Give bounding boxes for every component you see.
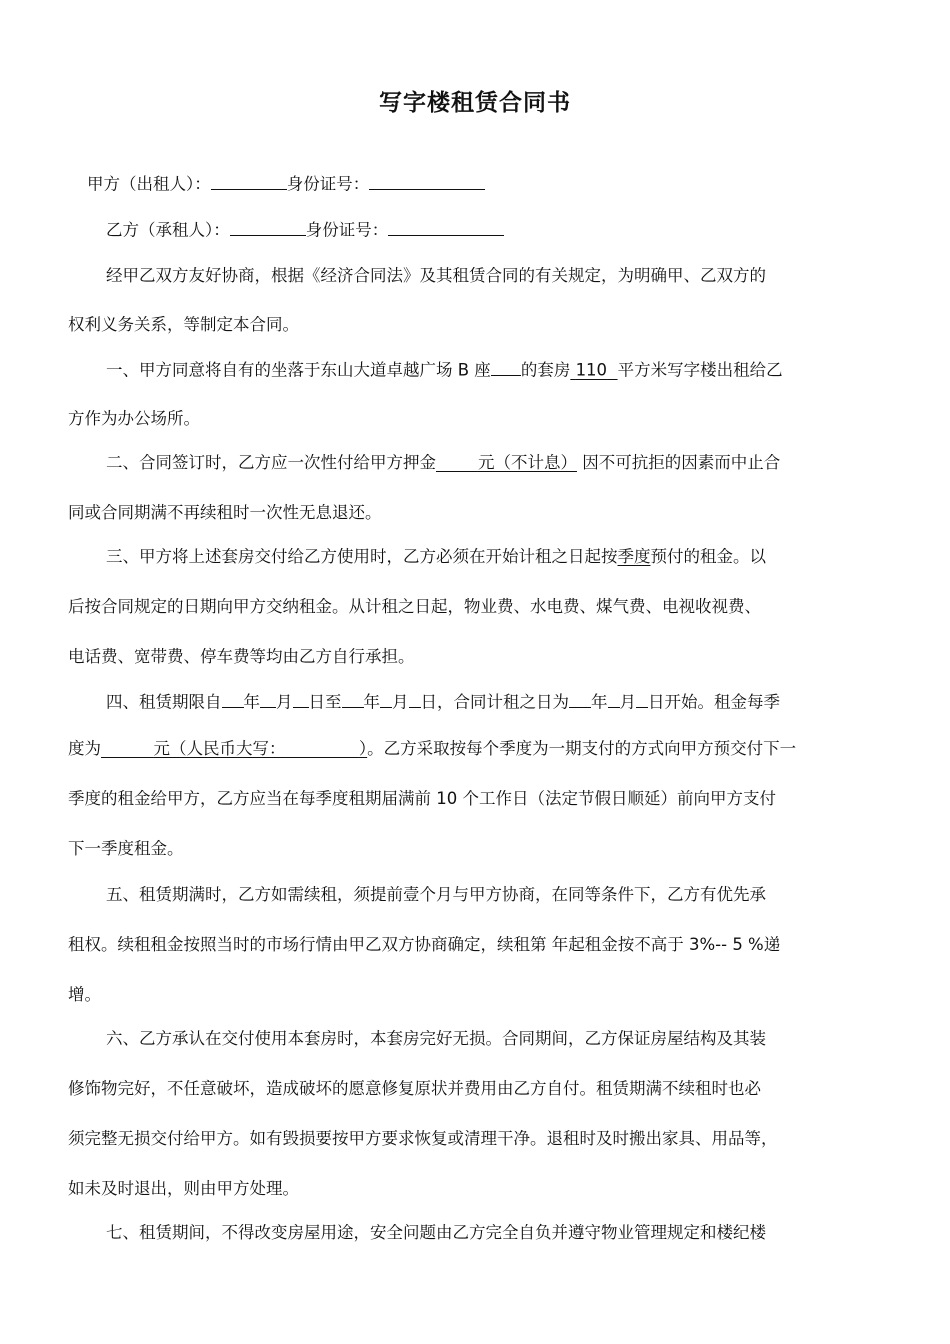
party-b-label: 乙方（承租人）： [106,220,230,240]
party-b-line [68,218,884,242]
party-b-name-blank[interactable] [230,218,306,236]
clause-3-line-2: 后按合同规定的日期向甲方交纳租金。从计租之日起，物业费、水电费、煤气费、电视收视费、 [68,597,761,616]
quarterly-rent-amount[interactable]: 元（人民币大写： ） [153,739,368,758]
clause-4-text-a: 四、租赁期限自 [106,692,222,712]
clause-1-text-c: 平方米写字楼出租给乙 [617,360,783,380]
clause-2-line-1 [68,452,884,474]
party-b-id-blank[interactable] [388,218,504,236]
party-a-id-label: 身份证号： [286,174,370,194]
party-b-id-label: 身份证号： [305,220,389,240]
party-a-name-blank[interactable] [211,172,287,190]
preamble-line-1: 经甲乙双方友好协商，根据《经济合同法》及其租赁合同的有关规定，为明确甲、乙双方的 [106,266,766,285]
rent-year-blank[interactable] [569,690,591,708]
clause-4-line-4: 下一季度租金。 [68,839,184,858]
clause-5-line-3: 增。 [68,985,101,1004]
clause-3-line-1 [68,546,884,568]
clause-4-line-2: 度为 元（人民币大写： ）。乙方采取按每个季度为一期支付的方式向甲方预交付下一 [68,739,797,758]
clause-2-text-a: 二、合同签订时，乙方应一次性付给甲方押金 [106,453,436,472]
end-year-blank[interactable] [342,690,364,708]
clause-1-room-blank[interactable] [491,358,521,376]
clause-3-line-3: 电话费、宽带费、停车费等均由乙方自行承担。 [68,647,415,666]
clause-3-season[interactable]: 季度 [617,547,651,566]
clause-7-line-1: 七、租赁期间，不得改变房屋用途，安全问题由乙方完全自负并遵守物业管理规定和楼纪楼 [106,1223,766,1242]
clause-3-text-b: 预付的租金。以 [650,547,766,566]
clause-1-text-a: 一、甲方同意将自有的坐落于东山大道卓越广场 B 座 [106,360,491,380]
start-year-blank[interactable] [222,690,244,708]
rent-month-blank[interactable] [608,690,620,708]
clause-6-line-2: 修饰物完好，不任意破坏，造成破坏的愿意修复原状并费用由乙方自付。租赁期满不续租时也必 [68,1079,761,1098]
start-month-blank[interactable] [260,690,276,708]
clause-3-text-a: 三、甲方将上述套房交付给乙方使用时，乙方必须在开始计租之日起按 [106,547,618,566]
clause-2-text-b: 因不可抗拒的因素而中止合 [576,453,781,472]
clause-1-text-b: 的套房 [520,360,571,380]
clause-2-deposit[interactable]: 元（不计息） [477,453,577,472]
clause-5-line-1: 五、租赁期满时，乙方如需续租，须提前壹个月与甲方协商，在同等条件下，乙方有优先承 [106,885,766,904]
party-a-line [68,172,884,196]
clause-2-line-2: 同或合同期满不再续租时一次性无息退还。 [68,503,382,522]
clause-1-line-2: 方作为办公场所。 [68,409,200,428]
end-day-blank[interactable] [409,690,421,708]
clause-6-line-1: 六、乙方承认在交付使用本套房时，本套房完好无损。合同期间，乙方保证房屋结构及其装 [106,1029,766,1048]
party-a-id-blank[interactable] [369,172,485,190]
clause-1-line-1 [68,358,884,382]
rent-day-blank[interactable] [636,690,648,708]
start-day-blank[interactable] [293,690,309,708]
clause-6-line-3: 须完整无损交付给甲方。如有毁损要按甲方要求恢复或清理干净。退租时及时搬出家具、用品等， [68,1129,778,1148]
clause-4-line-3: 季度的租金给甲方，乙方应当在每季度租期届满前 10 个工作日（法定节假日顺延）前向甲方支付 [68,789,776,808]
party-a-label: 甲方（出租人）： [87,174,211,194]
clause-1-area[interactable]: 110 [575,360,608,380]
document-title: 写字楼租赁合同书 [379,90,571,116]
end-month-blank[interactable] [380,690,392,708]
preamble-line-2: 权利义务关系，等制定本合同。 [68,315,299,334]
clause-4-line-1: 四、租赁期限自 年 月 日至 年 月 日，合同计租之日为 年 月 日开始。租金每季 [68,690,884,714]
clause-6-line-4: 如未及时退出，则由甲方处理。 [68,1179,299,1198]
clause-5-line-2: 租权。续租租金按照当时的市场行情由甲乙双方协商确定，续租第 年起租金按不高于 3%-- 5 %递 [68,935,781,954]
